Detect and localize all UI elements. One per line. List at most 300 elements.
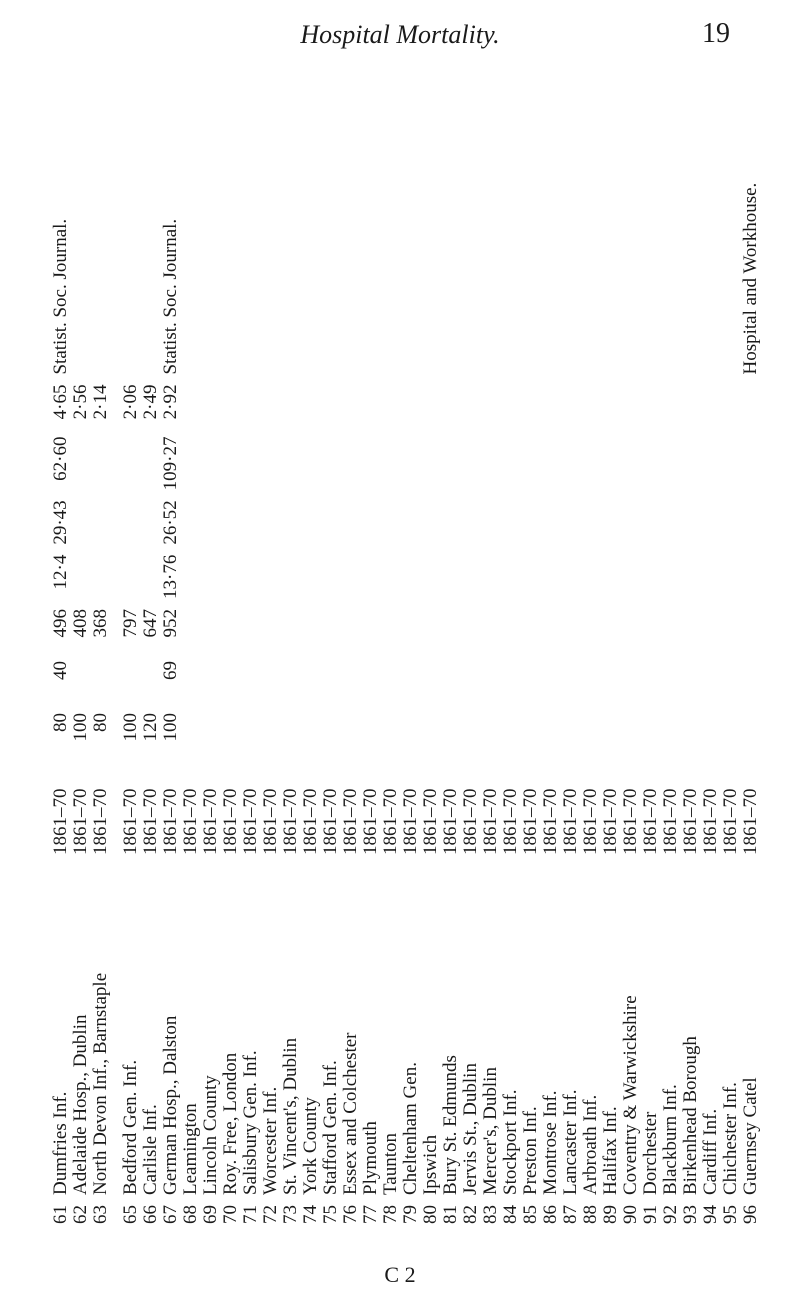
reference	[580, 140, 600, 380]
table-row	[120, 140, 140, 1240]
beds	[260, 708, 280, 760]
period: 1861–70	[439, 788, 461, 855]
table-row	[200, 140, 220, 1240]
value-6	[600, 380, 620, 432]
value-6	[340, 380, 360, 432]
value-4: 29·43	[49, 500, 71, 545]
value-5	[580, 432, 600, 496]
value-1	[180, 656, 200, 708]
hospital-name: Lancaster Inf.	[559, 1089, 581, 1195]
value-6	[440, 380, 460, 432]
value-6	[500, 380, 520, 432]
value-5	[110, 432, 120, 496]
value-2	[720, 604, 740, 656]
reference	[600, 140, 620, 380]
table-row	[420, 140, 440, 1240]
value-4	[620, 495, 640, 549]
table-row	[680, 140, 700, 1240]
value-5: 109·27	[159, 436, 181, 491]
value-3	[320, 550, 340, 604]
row-number: 82	[459, 1205, 481, 1224]
reference	[140, 140, 160, 380]
row-number: 74	[299, 1205, 321, 1224]
value-6	[520, 380, 540, 432]
period: 1861–70	[179, 788, 201, 855]
value-1	[320, 656, 340, 708]
reference	[520, 140, 540, 380]
value-5	[600, 432, 620, 496]
value-2	[640, 604, 660, 656]
reference	[440, 140, 460, 380]
value-1	[220, 656, 240, 708]
value-2	[520, 604, 540, 656]
value-1: 40	[49, 661, 71, 680]
value-5	[280, 432, 300, 496]
value-5	[220, 432, 240, 496]
reference: Statist. Soc. Journal.	[159, 218, 181, 375]
value-1	[440, 656, 460, 708]
reference	[380, 140, 400, 380]
value-2: 797	[119, 609, 141, 638]
table-row	[240, 140, 260, 1240]
value-6	[540, 380, 560, 432]
value-3	[640, 550, 660, 604]
value-1	[360, 656, 380, 708]
hospital-name: Essex and Colchester	[339, 1032, 361, 1195]
period: 1861–70	[739, 788, 761, 855]
row-number: 80	[419, 1205, 441, 1224]
value-6	[300, 380, 320, 432]
value-5	[480, 432, 500, 496]
value-3	[240, 550, 260, 604]
value-4	[140, 495, 160, 549]
value-3	[500, 550, 520, 604]
table-row	[480, 140, 500, 1240]
period: 1861–70	[299, 788, 321, 855]
beds	[500, 708, 520, 760]
value-5	[620, 432, 640, 496]
value-3	[380, 550, 400, 604]
value-4	[520, 495, 540, 549]
value-5	[180, 432, 200, 496]
hospital-name: German Hosp., Dalston	[159, 1015, 181, 1195]
value-2	[360, 604, 380, 656]
value-3	[180, 550, 200, 604]
value-5	[140, 432, 160, 496]
value-5	[720, 432, 740, 496]
value-1	[380, 656, 400, 708]
value-5	[200, 432, 220, 496]
value-2	[680, 604, 700, 656]
table-row	[70, 140, 90, 1240]
beds: 80	[49, 713, 71, 732]
value-3	[700, 550, 720, 604]
table-row	[360, 140, 380, 1240]
value-1	[560, 656, 580, 708]
value-6	[220, 380, 240, 432]
beds	[110, 708, 120, 760]
value-6	[740, 380, 760, 432]
period: 1861–70	[359, 788, 381, 855]
value-6: 2·06	[119, 384, 141, 420]
table-row	[160, 140, 180, 1240]
row-number: 92	[659, 1205, 681, 1224]
beds	[240, 708, 260, 760]
value-5	[400, 432, 420, 496]
value-6	[620, 380, 640, 432]
row-number: 61	[49, 1205, 71, 1224]
row-number: 90	[619, 1205, 641, 1224]
value-1	[620, 656, 640, 708]
value-1	[720, 656, 740, 708]
reference	[700, 140, 720, 380]
value-2	[660, 604, 680, 656]
reference	[500, 140, 520, 380]
period: 1861–70	[659, 788, 681, 855]
value-1	[140, 656, 160, 708]
period: 1861–70	[719, 788, 741, 855]
row-number: 76	[339, 1205, 361, 1224]
hospital-name: York County	[299, 1097, 321, 1195]
row-number: 73	[279, 1205, 301, 1224]
value-2	[500, 604, 520, 656]
hospital-name: Stockport Inf.	[499, 1089, 521, 1195]
value-6	[700, 380, 720, 432]
value-5	[460, 432, 480, 496]
value-6	[720, 380, 740, 432]
value-3	[440, 550, 460, 604]
value-6	[400, 380, 420, 432]
value-1	[120, 656, 140, 708]
table-row	[260, 140, 280, 1240]
row-number: 75	[319, 1205, 341, 1224]
value-4	[440, 495, 460, 549]
reference	[280, 140, 300, 380]
value-5: 62·60	[49, 436, 71, 481]
table-row	[580, 140, 600, 1240]
value-2	[460, 604, 480, 656]
row-number: 63	[89, 1205, 111, 1224]
table-row	[740, 140, 760, 1240]
beds	[360, 708, 380, 760]
value-6: 2·14	[89, 384, 111, 420]
table-row	[540, 140, 560, 1240]
value-5	[70, 432, 90, 496]
beds: 80	[89, 713, 111, 732]
period: 1861–70	[599, 788, 621, 855]
value-4	[320, 495, 340, 549]
value-3	[90, 550, 110, 604]
reference	[120, 140, 140, 380]
period: 1861–70	[619, 788, 641, 855]
table-row	[50, 140, 70, 1240]
table-row	[340, 140, 360, 1240]
hospital-name: Lincoln County	[199, 1075, 221, 1195]
value-3	[140, 550, 160, 604]
value-3	[260, 550, 280, 604]
value-6: 2·49	[139, 384, 161, 420]
value-3	[120, 550, 140, 604]
beds	[520, 708, 540, 760]
period: 1861–70	[459, 788, 481, 855]
period: 1861–70	[419, 788, 441, 855]
value-5	[260, 432, 280, 496]
value-2	[280, 604, 300, 656]
value-4	[400, 495, 420, 549]
reference	[340, 140, 360, 380]
value-3	[480, 550, 500, 604]
value-6	[660, 380, 680, 432]
reference	[660, 140, 680, 380]
value-4	[700, 495, 720, 549]
value-5	[660, 432, 680, 496]
value-2	[200, 604, 220, 656]
value-2	[300, 604, 320, 656]
reference	[680, 140, 700, 380]
table-row	[460, 140, 480, 1240]
value-3	[620, 550, 640, 604]
period: 1861–70	[339, 788, 361, 855]
value-1	[280, 656, 300, 708]
value-2	[400, 604, 420, 656]
hospital-name: Guernsey Catel	[739, 1077, 761, 1195]
value-4	[500, 495, 520, 549]
value-2: 408	[69, 609, 91, 638]
beds	[600, 708, 620, 760]
value-4	[740, 495, 760, 549]
table-row	[180, 140, 200, 1240]
beds	[480, 708, 500, 760]
hospital-name: Bedford Gen. Inf.	[119, 1059, 141, 1195]
value-3	[680, 550, 700, 604]
row-number: 87	[559, 1205, 581, 1224]
value-4	[300, 495, 320, 549]
value-3	[280, 550, 300, 604]
row-number: 67	[159, 1205, 181, 1224]
value-1	[110, 656, 120, 708]
hospital-name: Jervis St., Dublin	[459, 1063, 481, 1195]
period: 1861–70	[699, 788, 721, 855]
value-2	[320, 604, 340, 656]
row-number: 84	[499, 1205, 521, 1224]
table-row	[220, 140, 240, 1240]
value-3	[460, 550, 480, 604]
value-1	[520, 656, 540, 708]
value-2	[480, 604, 500, 656]
table-row	[560, 140, 580, 1240]
row-number: 69	[199, 1205, 221, 1224]
value-6: 2·92	[159, 384, 181, 420]
hospital-name: Bury St. Edmunds	[439, 1055, 461, 1195]
beds: 120	[139, 713, 161, 742]
value-1	[400, 656, 420, 708]
hospital-name: Worcester Inf.	[259, 1086, 281, 1195]
row-number: 85	[519, 1205, 541, 1224]
value-5	[520, 432, 540, 496]
beds	[440, 708, 460, 760]
row-number: 89	[599, 1205, 621, 1224]
reference	[460, 140, 480, 380]
value-1	[420, 656, 440, 708]
value-5	[440, 432, 460, 496]
hospital-name: Halifax Inf.	[599, 1106, 621, 1195]
reference: Statist. Soc. Journal.	[49, 218, 71, 375]
value-1	[240, 656, 260, 708]
row-number	[110, 1200, 120, 1240]
value-6	[360, 380, 380, 432]
period: 1861–70	[579, 788, 601, 855]
table-row	[660, 140, 680, 1240]
table-row	[720, 140, 740, 1240]
table-row	[320, 140, 340, 1240]
running-head: Hospital Mortality.	[300, 20, 500, 49]
reference	[90, 140, 110, 380]
row-number: 62	[69, 1205, 91, 1224]
row-number: 83	[479, 1205, 501, 1224]
reference: Hospital and Workhouse.	[739, 182, 761, 375]
table-row	[400, 140, 420, 1240]
value-2	[340, 604, 360, 656]
beds	[420, 708, 440, 760]
table-row	[110, 140, 120, 1240]
value-6	[460, 380, 480, 432]
value-4: 26·52	[159, 500, 181, 545]
value-3: 13·76	[159, 554, 181, 599]
period: 1861–70	[679, 788, 701, 855]
value-1	[260, 656, 280, 708]
hospital-name: Blackburn Inf.	[659, 1084, 681, 1195]
value-4	[180, 495, 200, 549]
value-5	[380, 432, 400, 496]
value-3	[220, 550, 240, 604]
value-5	[700, 432, 720, 496]
value-5	[420, 432, 440, 496]
value-2	[560, 604, 580, 656]
value-3: 12·4	[49, 554, 71, 590]
hospital-name: St. Vincent's, Dublin	[279, 1037, 301, 1195]
hospital-name: Cheltenham Gen.	[399, 1062, 421, 1195]
value-4	[200, 495, 220, 549]
value-4	[280, 495, 300, 549]
table-row	[520, 140, 540, 1240]
period: 1861–70	[49, 788, 71, 855]
page-header	[0, 0, 800, 60]
value-5	[320, 432, 340, 496]
period: 1861–70	[559, 788, 581, 855]
value-6	[180, 380, 200, 432]
reference	[220, 140, 240, 380]
value-4	[70, 495, 90, 549]
value-2: 496	[49, 609, 71, 638]
value-2	[440, 604, 460, 656]
reference	[320, 140, 340, 380]
value-2: 952	[159, 609, 181, 638]
page-number: 19	[702, 18, 730, 49]
period: 1861–70	[279, 788, 301, 855]
row-number: 72	[259, 1205, 281, 1224]
hospital-mortality-table	[50, 140, 760, 1240]
hospital-name	[110, 860, 120, 1200]
value-3	[740, 550, 760, 604]
period: 1861–70	[539, 788, 561, 855]
beds	[340, 708, 360, 760]
table-row	[90, 140, 110, 1240]
row-number: 94	[699, 1205, 721, 1224]
beds	[720, 708, 740, 760]
value-3	[70, 550, 90, 604]
row-number: 65	[119, 1205, 141, 1224]
rotated-table-container	[50, 60, 770, 1240]
value-6	[110, 380, 120, 432]
value-6	[280, 380, 300, 432]
value-3	[560, 550, 580, 604]
hospital-name: Adelaide Hosp., Dublin	[69, 1014, 91, 1195]
hospital-name: Cardiff Inf.	[699, 1108, 721, 1195]
hospital-name: Birkenhead Borough	[679, 1036, 701, 1195]
hospital-name: Arbroath Inf.	[579, 1094, 601, 1195]
row-number: 91	[639, 1205, 661, 1224]
value-2	[110, 604, 120, 656]
row-number: 95	[719, 1205, 741, 1224]
value-1	[90, 656, 110, 708]
beds	[180, 708, 200, 760]
period: 1861–70	[69, 788, 91, 855]
hospital-name: Chichester Inf.	[719, 1082, 741, 1195]
page-signature: C 2	[384, 1262, 416, 1287]
value-6	[480, 380, 500, 432]
beds	[300, 708, 320, 760]
reference	[620, 140, 640, 380]
reference	[540, 140, 560, 380]
table-row	[140, 140, 160, 1240]
beds	[620, 708, 640, 760]
value-5	[340, 432, 360, 496]
beds: 100	[119, 713, 141, 742]
period: 1861–70	[379, 788, 401, 855]
row-number: 70	[219, 1205, 241, 1224]
row-number: 79	[399, 1205, 421, 1224]
period: 1861–70	[199, 788, 221, 855]
table-row	[500, 140, 520, 1240]
value-2	[220, 604, 240, 656]
value-4	[360, 495, 380, 549]
table-row	[620, 140, 640, 1240]
value-4	[680, 495, 700, 549]
hospital-name: Taunton	[379, 1133, 401, 1195]
value-6	[200, 380, 220, 432]
period: 1861–70	[219, 788, 241, 855]
value-1	[200, 656, 220, 708]
value-2	[580, 604, 600, 656]
value-3	[300, 550, 320, 604]
row-number: 88	[579, 1205, 601, 1224]
beds	[220, 708, 240, 760]
value-2	[380, 604, 400, 656]
table-row	[440, 140, 460, 1240]
reference	[70, 140, 90, 380]
hospital-name: Dumfries Inf.	[49, 1091, 71, 1195]
hospital-name: Salisbury Gen. Inf.	[239, 1050, 261, 1195]
period: 1861–70	[519, 788, 541, 855]
beds	[560, 708, 580, 760]
value-3	[720, 550, 740, 604]
value-2: 647	[139, 609, 161, 638]
value-6	[420, 380, 440, 432]
reference	[560, 140, 580, 380]
value-3	[110, 550, 120, 604]
beds	[700, 708, 720, 760]
value-2: 368	[89, 609, 111, 638]
